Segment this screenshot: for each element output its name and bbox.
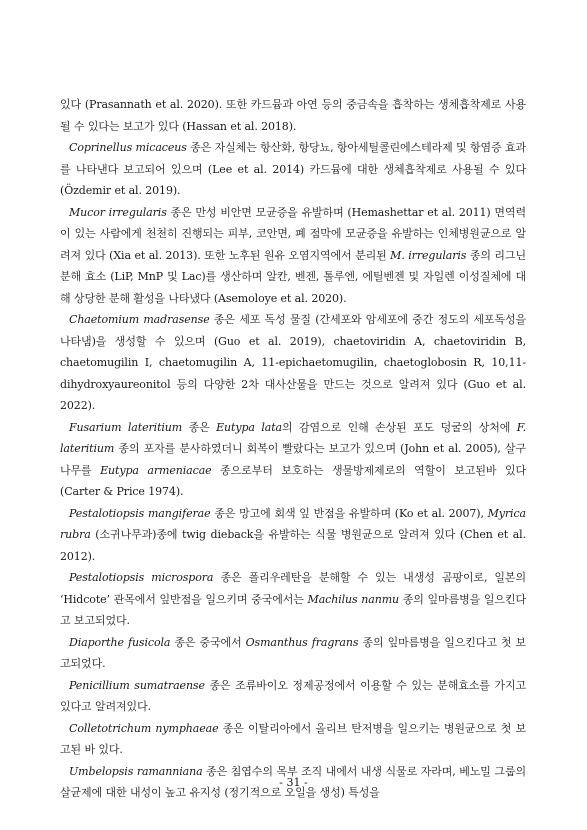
species-name: Mucor irregularis xyxy=(69,205,167,219)
species-name: Eutypa lata xyxy=(216,420,282,434)
species-name: Penicillium sumatraense xyxy=(69,678,205,692)
species-name: Diaporthe fusicola xyxy=(69,635,171,649)
text-run: 종으로부터 보호하는 생물방제제로의 역할이 보고된바 있다 (Carter & Price 1974). xyxy=(60,463,526,498)
paragraph xyxy=(60,718,526,761)
paragraph xyxy=(60,503,526,568)
paragraph xyxy=(60,417,526,503)
paragraph xyxy=(60,94,526,137)
document-body xyxy=(60,94,526,804)
paragraph xyxy=(60,137,526,202)
species-name: Colletotrichum nymphaeae xyxy=(69,721,219,735)
species-name: Machilus nanmu xyxy=(307,592,400,606)
species-name: Umbelopsis ramanniana xyxy=(69,764,203,778)
text-run: 종의 포자를 분사하였더니 회복이 빨랐다는 보고가 있으며 (John et al. 2005), 살구나무를 xyxy=(60,442,526,477)
species-name: M. irregularis xyxy=(390,248,467,262)
species-name: Eutypa armeniacae xyxy=(100,463,212,477)
text-run: 종은 xyxy=(182,420,217,434)
species-name: Pestalotiopsis microspora xyxy=(69,571,214,584)
species-name: Osmanthus fragrans xyxy=(245,635,359,649)
paragraph xyxy=(60,675,526,718)
text-run: 종은 중국에서 xyxy=(170,635,246,649)
text-run: 종의 리그닌 분해 효소 (LiP, MnP 및 Lac)를 생산하며 알칸, 벤젠, 톨루엔, 에틸벤젠 및 자일렌 이성질체에 대해 상당한 분해 활성을 나타냈다 (Asemoloye et al. 2020). xyxy=(60,248,526,305)
species-name: Coprinellus micaceus xyxy=(69,141,187,154)
text-run: 종의 잎마름병을 일으킨다고 첫 보고되었다. xyxy=(60,635,526,670)
paragraph xyxy=(60,632,526,675)
species-name: Myrica rubra xyxy=(60,506,526,541)
text-run: 종은 이탈리아에서 올리브 탄저병을 일으키는 병원균으로 첫 보고된 바 있다. xyxy=(60,721,526,756)
text-run: 종은 망고에 회색 잎 반점을 유발하며 (Ko et al. 2007), xyxy=(210,506,488,520)
text-run: 의 감염으로 인해 손상된 포도 덩굴의 상처에 xyxy=(282,420,517,434)
page-number: - 31 - xyxy=(279,776,308,789)
text-run: 종은 폴리우레탄을 분해할 수 있는 내생성 곰팡이로, 일본의 ‘Hidcote’ 관목에서 잎반점을 일으키며 중국에서는 xyxy=(60,571,526,606)
text-run: 종의 잎마름병을 일으킨다고 보고되었다. xyxy=(60,592,526,627)
text-run: 종은 침엽수의 목부 조직 내에서 내생 식물로 자라며, 베노밀 그룹의 살균제에 대한 내성이 높고 유지성 (정기적으로 오일을 생성) 특성을 xyxy=(60,764,526,799)
species-name: Chaetomium madrasense xyxy=(69,313,210,326)
text-run: 종은 조류바이오 정제공정에서 이용할 수 있는 분해효소를 가지고 있다고 알려져있다. xyxy=(60,678,526,713)
species-name: Fusarium lateritium xyxy=(69,420,183,434)
text-run: 종은 자실체는 항산화, 항당뇨, 항아세틸콜린에스테라제 및 항염증 효과를 나타낸다 보고되어 있으며 (Lee et al. 2014) 카드뮴에 대한 생체흡착제로 사용될 수 있다 (Özdemir et al. 2019). xyxy=(60,141,526,197)
text-run: 종은 세포 독성 물질 (간세포와 암세포에 중간 정도의 세포독성을 나타냄)을 생성할 수 있으며 (Guo et al. 2019), chaetoviridin A, chaetoviridin B, chaetomugilin I, chaetomugilin A, 11-epichaetomugilin, chaetoglobosin R, 10,11-dihydroxyaureonitol 등의 다양한 2차 대사산물을 만드는 것으로 알려져 있다 (Guo et al. 2022). xyxy=(60,313,527,412)
paragraph xyxy=(60,567,526,632)
paragraph xyxy=(60,202,526,310)
species-name: F. lateritium xyxy=(60,420,526,455)
text-run: 종은 만성 비안면 모균증을 유발하며 (Hemashettar et al. 2011) 면역력이 있는 사람에게 천천히 진행되는 피부, 코안면, 폐 점막에 모균증을 유발하는 인체병원균으로 알려져 있다 (Xia et al. 2013). 또한 노후된 원유 오염지역에서 분리된 xyxy=(60,205,526,262)
text-run: 있다 (Prasannath et al. 2020). 또한 카드뮴과 아연 등의 중금속을 흡착하는 생체흡착제로 사용될 수 있다는 보고가 있다 (Hassan et al. 2018). xyxy=(60,98,526,133)
paragraph xyxy=(60,309,526,417)
text-run: (소귀나무과)종에 twig dieback을 유발하는 식물 병원균으로 알려져 있다 (Chen et al. 2012). xyxy=(60,528,526,563)
species-name: Pestalotiopsis mangiferae xyxy=(69,506,211,520)
